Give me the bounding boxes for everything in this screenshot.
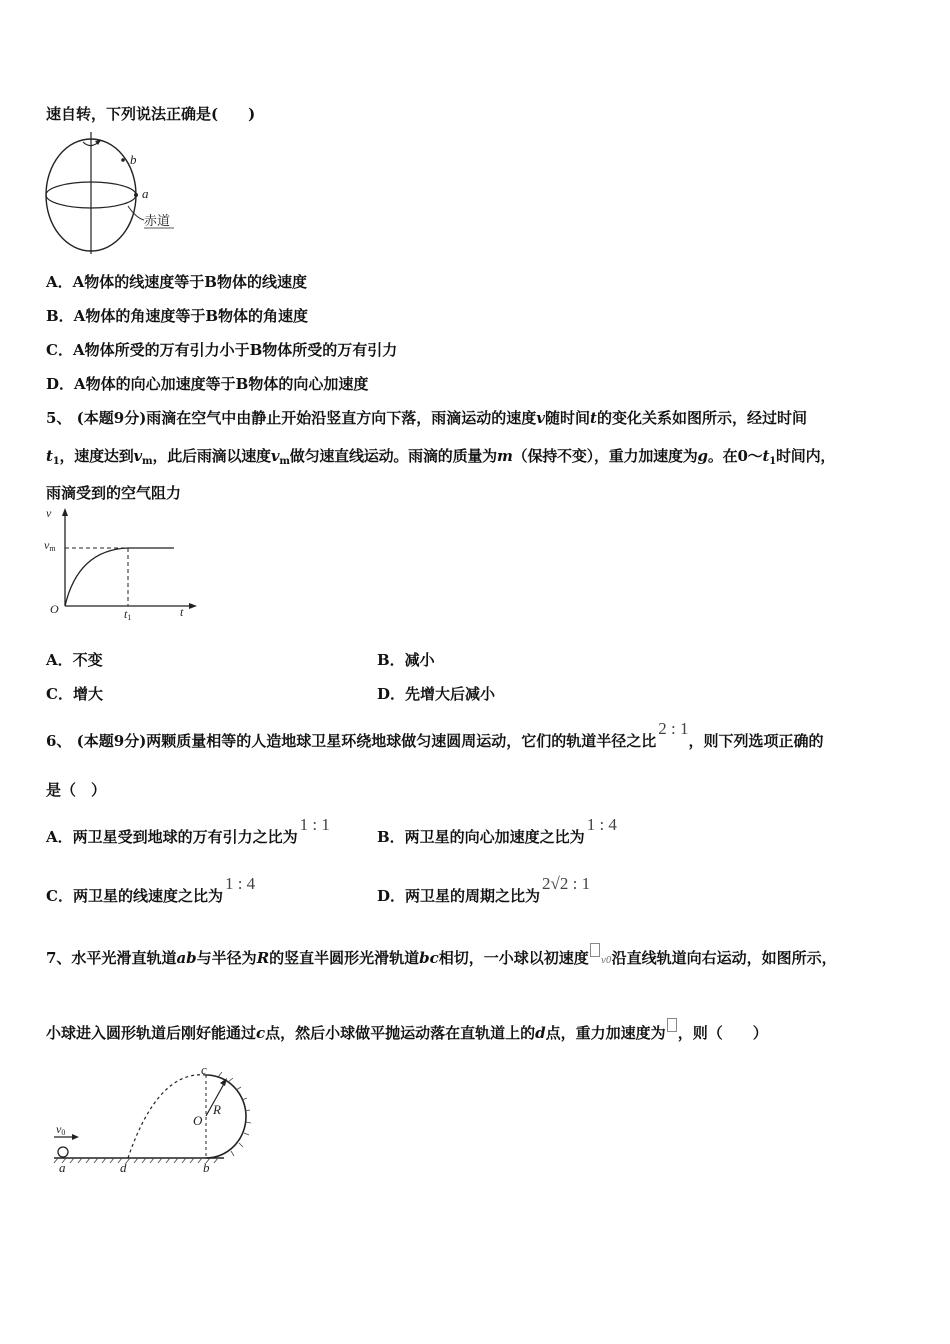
q6-option-d: D．两卫星的周期之比为2√2 : 1 [377,874,591,905]
q7-line2: 小球进入圆形轨道后刚好能通过c点，然后小球做平抛运动落在直轨道上的d点，重力加速度为 ，则（ ） [46,1018,768,1043]
graph-origin: O [50,602,59,616]
missing-glyph-icon [667,1018,677,1032]
velocity-time-graph [40,503,210,623]
label-c-point: c [201,1062,207,1077]
label-b-point: b [203,1160,210,1175]
q5-option-a: A．不变 [46,651,103,669]
q5-option-d: D．先增大后减小 [377,685,496,703]
label-a: a [142,186,149,201]
q4-option-b: B．A物体的角速度等于B物体的角速度 [46,307,308,325]
q6-line2: 是（ ） [46,781,107,799]
label-O-point: O [193,1113,203,1128]
q6-option-b: B．两卫星的向心加速度之比为1 : 4 [377,815,617,846]
graph-y-label: v [46,506,52,520]
q5-option-c: C．增大 [46,685,103,703]
q6-ratio: 2 : 1 [658,719,689,738]
q4-option-d: D．A物体的向心加速度等于B物体的向心加速度 [46,375,369,393]
graph-t1-label: t1 [124,607,132,622]
graph-x-label: t [180,605,184,619]
semicircle-track-diagram [48,1062,268,1182]
label-a-point: a [59,1160,66,1175]
q4-stem: 速自转，下列说法正确是( ) [46,105,256,123]
graph-vm-label: vm [44,538,56,553]
q5-option-b: B．减小 [377,651,435,669]
label-d-point: d [120,1160,127,1175]
label-R: R [213,1102,221,1117]
label-equator: 赤道 [144,213,171,228]
q6-option-a: A．两卫星受到地球的万有引力之比为1 : 1 [46,815,330,846]
q7-line1: 7、水平光滑直轨道ab与半径为R的竖直半圆形光滑轨道bc相切，一小球以初速度 v0沿直线轨道向右运动，如图所示， [46,943,837,968]
q6-option-c: C．两卫星的线速度之比为1 : 4 [46,874,256,905]
missing-glyph-icon [590,943,600,957]
label-v0: v0 [56,1122,66,1137]
q5-line3: 雨滴受到的空气阻力 [46,484,182,502]
q6-line1: 6、 (本题9分)两颗质量相等的人造地球卫星环绕地球做匀速圆周运动，它们的轨道半径之比2 : 1，则下列选项正确的 [46,719,824,750]
q5-line1: 5、 (本题9分)雨滴在空气中由静止开始沿竖直方向下落，雨滴运动的速度v随时间t的变化关系如图所示，经过时间 [46,409,807,427]
q4-option-a: A．A物体的线速度等于B物体的线速度 [46,273,307,291]
q4-option-c: C．A物体所受的万有引力小于B物体所受的万有引力 [46,341,398,359]
label-b: b [130,152,137,167]
earth-diagram [38,130,188,255]
q5-line2: $t_1$，速度达到$v_m$，此后雨滴以速度$v_m$做匀速直线运动。雨滴的质量为m（保持不变），重力加速度为g。在$0\sim t_1$时间内， [46,447,836,467]
